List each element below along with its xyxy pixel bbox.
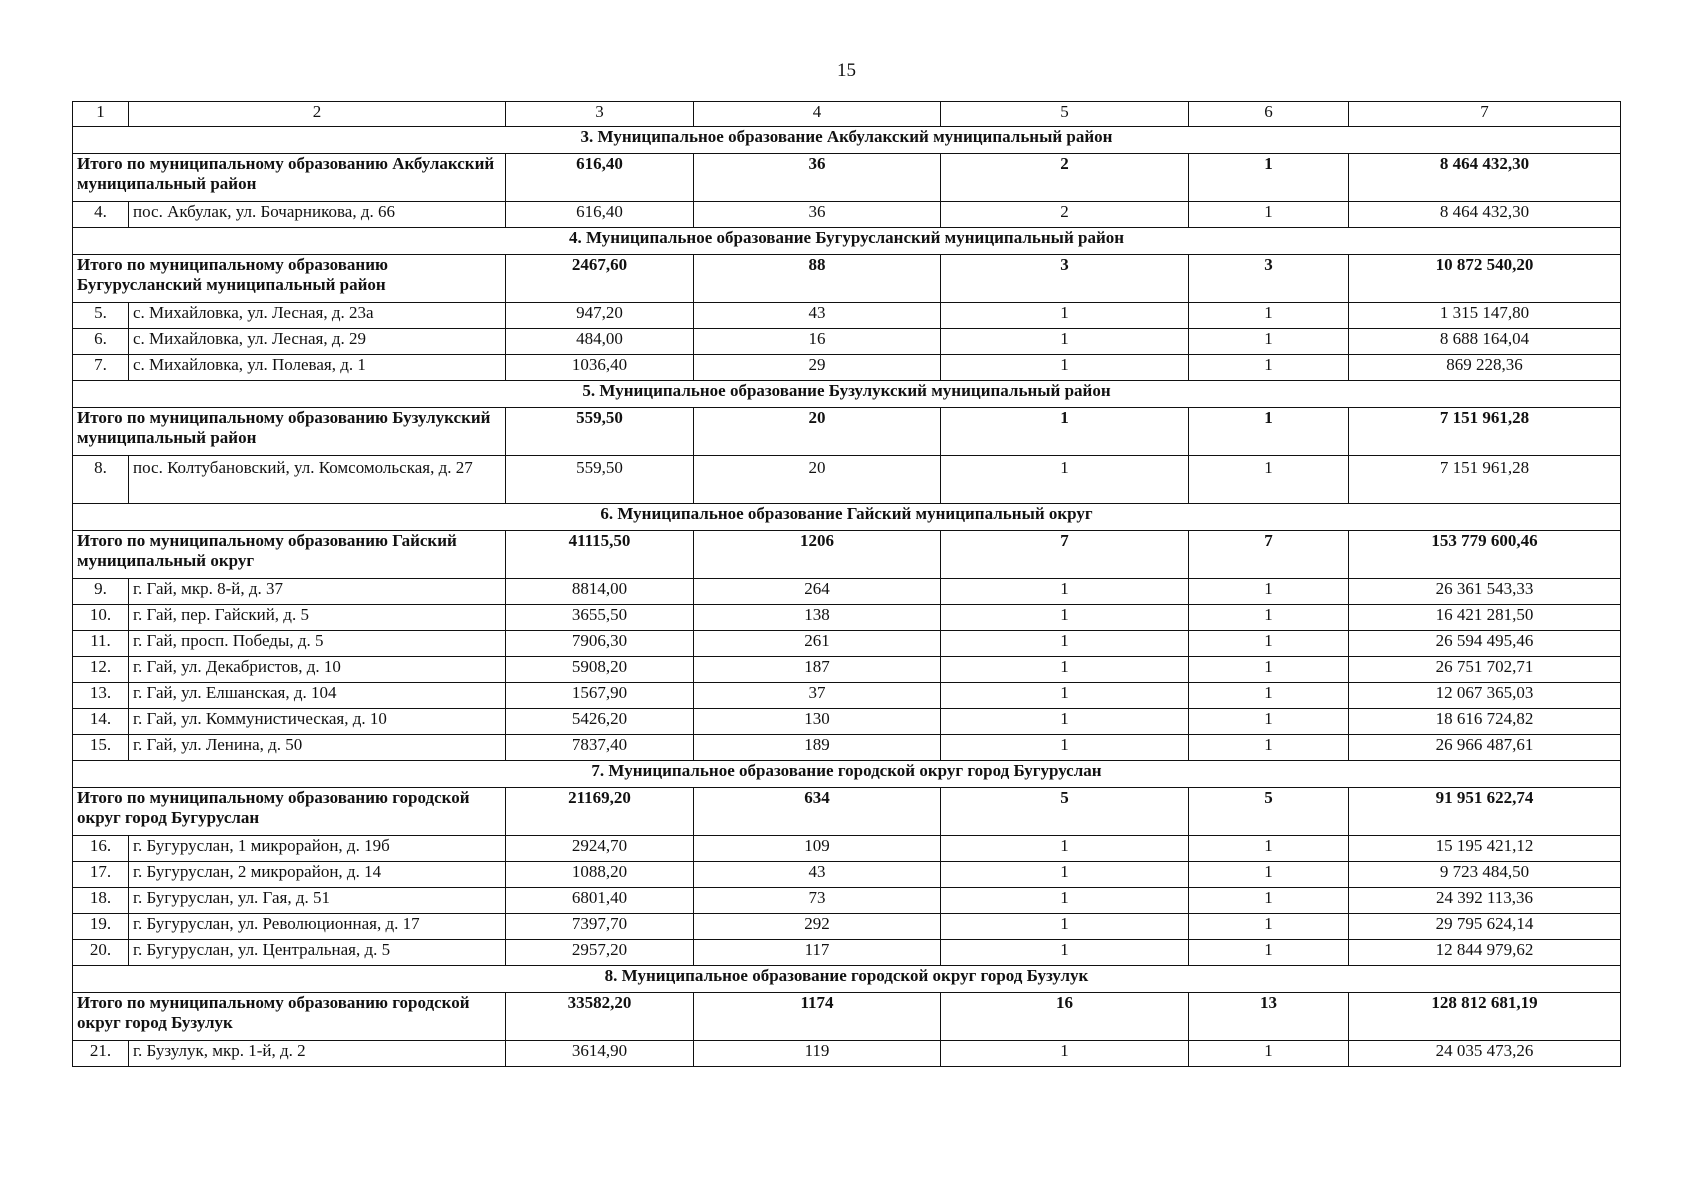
row-value-c7: 12 844 979,62: [1349, 940, 1621, 966]
total-value-c6: 5: [1189, 788, 1349, 836]
total-value-c5: 1: [941, 408, 1189, 456]
row-value-c4: 261: [694, 631, 941, 657]
row-value-c5: 1: [941, 605, 1189, 631]
total-value-c3: 33582,20: [506, 993, 694, 1041]
row-number: 18.: [73, 888, 129, 914]
column-number: 6: [1189, 102, 1349, 127]
section-title: 8. Муниципальное образование городской округ город Бузулук: [73, 966, 1621, 993]
row-number: 11.: [73, 631, 129, 657]
row-value-c6: 1: [1189, 202, 1349, 228]
row-value-c6: 1: [1189, 657, 1349, 683]
column-number: 7: [1349, 102, 1621, 127]
row-address: г. Бугуруслан, ул. Гая, д. 51: [129, 888, 506, 914]
row-value-c7: 26 751 702,71: [1349, 657, 1621, 683]
row-value-c5: 1: [941, 456, 1189, 504]
row-value-c7: 8 464 432,30: [1349, 202, 1621, 228]
total-label: Итого по муниципальному образованию Гайский муниципальный округ: [73, 531, 506, 579]
table-row: [73, 683, 1621, 709]
total-value-c6: 1: [1189, 154, 1349, 202]
row-value-c7: 15 195 421,12: [1349, 836, 1621, 862]
total-value-c5: 2: [941, 154, 1189, 202]
row-value-c6: 1: [1189, 579, 1349, 605]
row-number: 13.: [73, 683, 129, 709]
table-row: [73, 631, 1621, 657]
row-address: г. Бугуруслан, ул. Центральная, д. 5: [129, 940, 506, 966]
row-value-c5: 1: [941, 914, 1189, 940]
row-value-c3: 2957,20: [506, 940, 694, 966]
row-address: г. Бугуруслан, 1 микрорайон, д. 19б: [129, 836, 506, 862]
row-value-c3: 1088,20: [506, 862, 694, 888]
section-title-row: [73, 966, 1621, 993]
row-value-c6: 1: [1189, 355, 1349, 381]
row-value-c3: 7837,40: [506, 735, 694, 761]
total-label: Итого по муниципальному образованию Акбулакский муниципальный район: [73, 154, 506, 202]
row-value-c5: 1: [941, 579, 1189, 605]
row-value-c4: 119: [694, 1041, 941, 1067]
row-value-c5: 1: [941, 631, 1189, 657]
total-value-c4: 1206: [694, 531, 941, 579]
row-value-c7: 869 228,36: [1349, 355, 1621, 381]
row-value-c7: 26 361 543,33: [1349, 579, 1621, 605]
row-value-c3: 8814,00: [506, 579, 694, 605]
row-value-c4: 73: [694, 888, 941, 914]
table-row: [73, 862, 1621, 888]
table-row: [73, 605, 1621, 631]
total-value-c5: 5: [941, 788, 1189, 836]
table-row: [73, 202, 1621, 228]
section-total-row: [73, 993, 1621, 1041]
row-value-c6: 1: [1189, 683, 1349, 709]
row-value-c6: 1: [1189, 914, 1349, 940]
row-value-c6: 1: [1189, 888, 1349, 914]
row-value-c5: 1: [941, 683, 1189, 709]
row-value-c4: 109: [694, 836, 941, 862]
row-number: 12.: [73, 657, 129, 683]
table-row: [73, 579, 1621, 605]
table-row: [73, 329, 1621, 355]
column-number: 4: [694, 102, 941, 127]
total-value-c3: 2467,60: [506, 255, 694, 303]
column-number: 2: [129, 102, 506, 127]
table-row: [73, 735, 1621, 761]
row-number: 19.: [73, 914, 129, 940]
row-value-c7: 7 151 961,28: [1349, 456, 1621, 504]
section-title-row: [73, 228, 1621, 255]
row-value-c4: 43: [694, 303, 941, 329]
total-value-c7: 128 812 681,19: [1349, 993, 1621, 1041]
row-number: 4.: [73, 202, 129, 228]
row-number: 6.: [73, 329, 129, 355]
total-label: Итого по муниципальному образованию городской округ город Бугуруслан: [73, 788, 506, 836]
total-value-c3: 616,40: [506, 154, 694, 202]
section-title: 7. Муниципальное образование городской округ город Бугуруслан: [73, 761, 1621, 788]
total-value-c4: 634: [694, 788, 941, 836]
row-value-c7: 29 795 624,14: [1349, 914, 1621, 940]
table-row: [73, 888, 1621, 914]
total-value-c7: 8 464 432,30: [1349, 154, 1621, 202]
row-value-c4: 37: [694, 683, 941, 709]
row-value-c4: 43: [694, 862, 941, 888]
row-address: с. Михайловка, ул. Лесная, д. 23а: [129, 303, 506, 329]
total-value-c7: 7 151 961,28: [1349, 408, 1621, 456]
row-value-c7: 24 392 113,36: [1349, 888, 1621, 914]
row-value-c5: 1: [941, 940, 1189, 966]
row-address: с. Михайловка, ул. Лесная, д. 29: [129, 329, 506, 355]
row-address: г. Гай, мкр. 8-й, д. 37: [129, 579, 506, 605]
row-address: г. Бугуруслан, 2 микрорайон, д. 14: [129, 862, 506, 888]
section-title: 6. Муниципальное образование Гайский муниципальный округ: [73, 504, 1621, 531]
row-value-c3: 3614,90: [506, 1041, 694, 1067]
row-value-c7: 18 616 724,82: [1349, 709, 1621, 735]
row-address: г. Гай, просп. Победы, д. 5: [129, 631, 506, 657]
row-value-c7: 16 421 281,50: [1349, 605, 1621, 631]
row-number: 10.: [73, 605, 129, 631]
row-value-c4: 29: [694, 355, 941, 381]
row-value-c5: 1: [941, 355, 1189, 381]
row-value-c6: 1: [1189, 709, 1349, 735]
row-value-c6: 1: [1189, 456, 1349, 504]
row-number: 7.: [73, 355, 129, 381]
table-row: [73, 303, 1621, 329]
column-number-row: [73, 102, 1621, 127]
row-value-c4: 117: [694, 940, 941, 966]
row-value-c6: 1: [1189, 303, 1349, 329]
row-value-c4: 130: [694, 709, 941, 735]
section-total-row: [73, 531, 1621, 579]
total-value-c5: 3: [941, 255, 1189, 303]
row-value-c3: 7397,70: [506, 914, 694, 940]
row-value-c4: 36: [694, 202, 941, 228]
total-value-c6: 1: [1189, 408, 1349, 456]
total-label: Итого по муниципальному образованию городской округ город Бузулук: [73, 993, 506, 1041]
column-number: 1: [73, 102, 129, 127]
row-address: г. Гай, ул. Ленина, д. 50: [129, 735, 506, 761]
row-number: 15.: [73, 735, 129, 761]
row-value-c3: 559,50: [506, 456, 694, 504]
row-address: г. Гай, ул. Декабристов, д. 10: [129, 657, 506, 683]
total-value-c4: 20: [694, 408, 941, 456]
table-row: [73, 709, 1621, 735]
section-title-row: [73, 381, 1621, 408]
row-value-c7: 26 594 495,46: [1349, 631, 1621, 657]
row-value-c6: 1: [1189, 329, 1349, 355]
row-value-c4: 20: [694, 456, 941, 504]
row-value-c5: 1: [941, 303, 1189, 329]
row-value-c7: 12 067 365,03: [1349, 683, 1621, 709]
row-value-c3: 947,20: [506, 303, 694, 329]
row-value-c6: 1: [1189, 862, 1349, 888]
total-value-c4: 1174: [694, 993, 941, 1041]
row-number: 5.: [73, 303, 129, 329]
row-value-c3: 5426,20: [506, 709, 694, 735]
row-number: 16.: [73, 836, 129, 862]
table-row: [73, 940, 1621, 966]
row-value-c5: 2: [941, 202, 1189, 228]
section-total-row: [73, 408, 1621, 456]
row-value-c7: 26 966 487,61: [1349, 735, 1621, 761]
section-total-row: [73, 154, 1621, 202]
column-number: 3: [506, 102, 694, 127]
row-value-c5: 1: [941, 657, 1189, 683]
row-value-c6: 1: [1189, 836, 1349, 862]
row-value-c3: 3655,50: [506, 605, 694, 631]
row-value-c5: 1: [941, 888, 1189, 914]
row-address: пос. Колтубановский, ул. Комсомольская, д. 27: [129, 456, 506, 504]
row-value-c3: 1567,90: [506, 683, 694, 709]
row-value-c4: 264: [694, 579, 941, 605]
row-value-c5: 1: [941, 329, 1189, 355]
row-value-c3: 7906,30: [506, 631, 694, 657]
row-value-c6: 1: [1189, 605, 1349, 631]
row-value-c4: 292: [694, 914, 941, 940]
row-value-c3: 5908,20: [506, 657, 694, 683]
row-address: пос. Акбулак, ул. Бочарникова, д. 66: [129, 202, 506, 228]
row-value-c3: 616,40: [506, 202, 694, 228]
row-value-c6: 1: [1189, 940, 1349, 966]
total-value-c6: 13: [1189, 993, 1349, 1041]
section-title: 3. Муниципальное образование Акбулакский муниципальный район: [73, 127, 1621, 154]
row-value-c5: 1: [941, 862, 1189, 888]
row-value-c7: 8 688 164,04: [1349, 329, 1621, 355]
table-row: [73, 914, 1621, 940]
row-value-c3: 1036,40: [506, 355, 694, 381]
row-value-c5: 1: [941, 709, 1189, 735]
total-value-c6: 3: [1189, 255, 1349, 303]
row-value-c5: 1: [941, 836, 1189, 862]
row-number: 20.: [73, 940, 129, 966]
table-row: [73, 836, 1621, 862]
row-value-c4: 189: [694, 735, 941, 761]
section-title: 5. Муниципальное образование Бузулукский муниципальный район: [73, 381, 1621, 408]
objects-table: [72, 101, 1621, 1067]
section-title-row: [73, 127, 1621, 154]
table-row: [73, 355, 1621, 381]
page-number: 15: [837, 60, 856, 81]
row-value-c3: 2924,70: [506, 836, 694, 862]
row-value-c4: 138: [694, 605, 941, 631]
row-address: г. Гай, ул. Елшанская, д. 104: [129, 683, 506, 709]
row-number: 17.: [73, 862, 129, 888]
row-value-c6: 1: [1189, 1041, 1349, 1067]
row-value-c4: 187: [694, 657, 941, 683]
total-value-c4: 88: [694, 255, 941, 303]
row-value-c7: 9 723 484,50: [1349, 862, 1621, 888]
section-title: 4. Муниципальное образование Бугурусланский муниципальный район: [73, 228, 1621, 255]
table-row: [73, 456, 1621, 504]
table-row: [73, 1041, 1621, 1067]
row-value-c4: 16: [694, 329, 941, 355]
section-total-row: [73, 788, 1621, 836]
total-label: Итого по муниципальному образованию Бузулукский муниципальный район: [73, 408, 506, 456]
total-value-c5: 16: [941, 993, 1189, 1041]
total-value-c5: 7: [941, 531, 1189, 579]
table-row: [73, 657, 1621, 683]
section-total-row: [73, 255, 1621, 303]
row-address: г. Гай, пер. Гайский, д. 5: [129, 605, 506, 631]
row-number: 14.: [73, 709, 129, 735]
row-address: г. Гай, ул. Коммунистическая, д. 10: [129, 709, 506, 735]
section-title-row: [73, 504, 1621, 531]
column-number: 5: [941, 102, 1189, 127]
row-value-c3: 6801,40: [506, 888, 694, 914]
total-label: Итого по муниципальному образованию Бугурусланский муниципальный район: [73, 255, 506, 303]
row-value-c3: 484,00: [506, 329, 694, 355]
total-value-c7: 10 872 540,20: [1349, 255, 1621, 303]
total-value-c7: 91 951 622,74: [1349, 788, 1621, 836]
row-address: г. Бузулук, мкр. 1-й, д. 2: [129, 1041, 506, 1067]
row-value-c6: 1: [1189, 631, 1349, 657]
row-value-c7: 24 035 473,26: [1349, 1041, 1621, 1067]
row-address: с. Михайловка, ул. Полевая, д. 1: [129, 355, 506, 381]
total-value-c3: 21169,20: [506, 788, 694, 836]
row-value-c5: 1: [941, 1041, 1189, 1067]
total-value-c6: 7: [1189, 531, 1349, 579]
row-address: г. Бугуруслан, ул. Революционная, д. 17: [129, 914, 506, 940]
row-number: 9.: [73, 579, 129, 605]
total-value-c3: 559,50: [506, 408, 694, 456]
row-value-c7: 1 315 147,80: [1349, 303, 1621, 329]
row-number: 21.: [73, 1041, 129, 1067]
total-value-c3: 41115,50: [506, 531, 694, 579]
total-value-c7: 153 779 600,46: [1349, 531, 1621, 579]
row-value-c5: 1: [941, 735, 1189, 761]
row-value-c6: 1: [1189, 735, 1349, 761]
row-number: 8.: [73, 456, 129, 504]
section-title-row: [73, 761, 1621, 788]
total-value-c4: 36: [694, 154, 941, 202]
objects-table-body: [73, 102, 1621, 1067]
